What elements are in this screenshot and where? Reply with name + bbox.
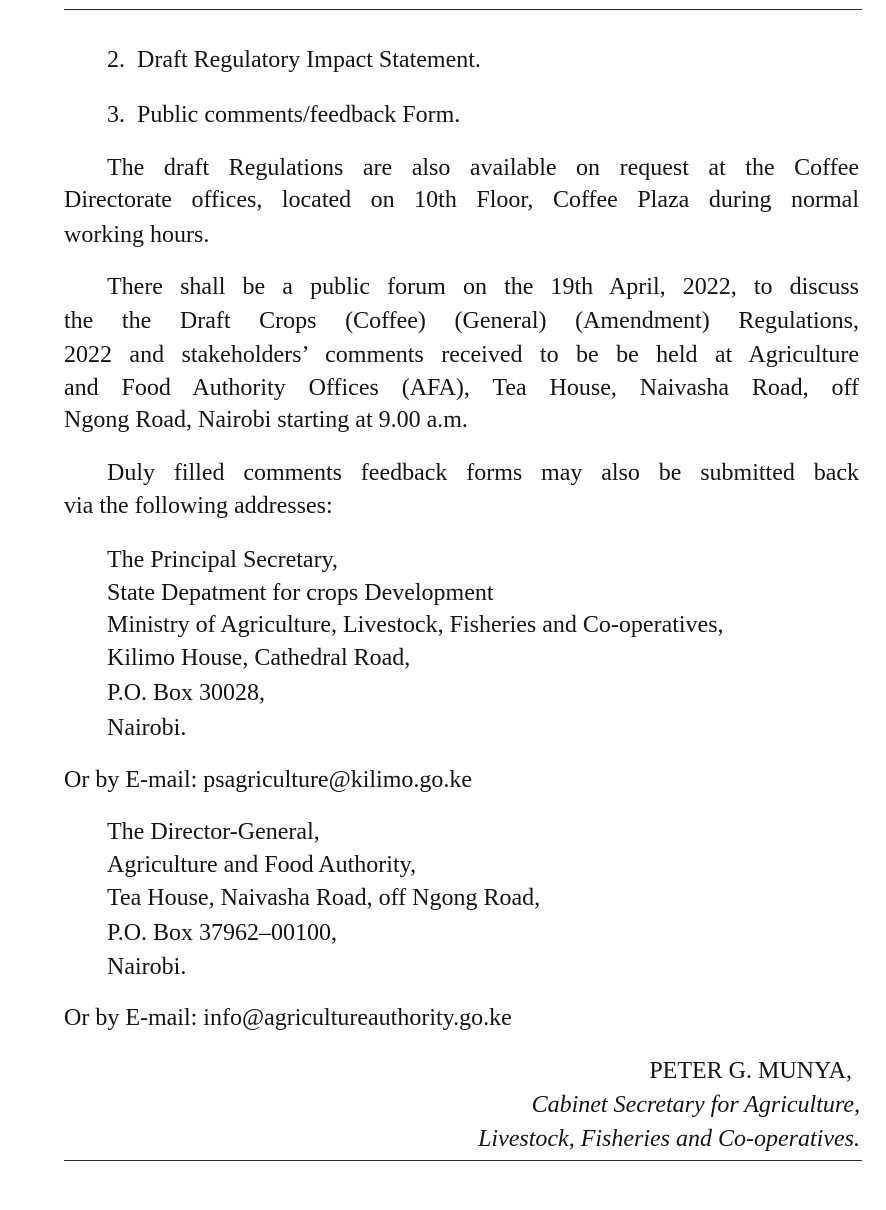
email-dg: Or by E-mail: info@agricultureauthority.go.ke bbox=[64, 1005, 512, 1031]
list-number: 3. bbox=[107, 102, 125, 128]
availability-line-1: The draft Regulations are also available on request at the Coffee bbox=[107, 155, 859, 181]
signatory-title-line-1: Cabinet Secretary for Agriculture, bbox=[531, 1092, 860, 1118]
address-ps-line-6: Nairobi. bbox=[107, 715, 187, 741]
forum-line-5: Ngong Road, Nairobi starting at 9.00 a.m. bbox=[64, 407, 468, 433]
address-dg-line-1: The Director-General, bbox=[107, 819, 320, 845]
list-text: Draft Regulatory Impact Statement. bbox=[137, 47, 481, 73]
submission-line-1: Duly filled comments feedback forms may also be submitted back bbox=[107, 460, 859, 486]
list-item-3 bbox=[107, 100, 460, 130]
availability-line-2: Directorate offices, located on 10th Floor, Coffee Plaza during normal bbox=[64, 187, 859, 213]
address-ps-line-4: Kilimo House, Cathedral Road, bbox=[107, 645, 411, 671]
top-rule bbox=[64, 9, 862, 10]
forum-line-1: There shall be a public forum on the 19th April, 2022, to discuss bbox=[107, 274, 859, 300]
address-dg-line-2: Agriculture and Food Authority, bbox=[107, 852, 417, 878]
list-item-2 bbox=[107, 45, 481, 75]
submission-line-2: via the following addresses: bbox=[64, 493, 333, 519]
forum-line-2: the the Draft Crops (Coffee) (General) (Amendment) Regulations, bbox=[64, 308, 859, 334]
address-dg-line-3: Tea House, Naivasha Road, off Ngong Road, bbox=[107, 885, 541, 911]
address-ps-line-5: P.O. Box 30028, bbox=[107, 680, 266, 706]
address-ps-line-1: The Principal Secretary, bbox=[107, 547, 339, 573]
signatory-name: PETER G. MUNYA, bbox=[649, 1058, 852, 1084]
availability-line-3: working hours. bbox=[64, 222, 210, 248]
forum-line-3: 2022 and stakeholders’ comments received to be be held at Agriculture bbox=[64, 342, 859, 368]
list-number: 2. bbox=[107, 47, 125, 73]
signatory-title-line-2: Livestock, Fisheries and Co-operatives. bbox=[478, 1126, 860, 1152]
address-dg-line-5: Nairobi. bbox=[107, 954, 187, 980]
forum-line-4: and Food Authority Offices (AFA), Tea House, Naivasha Road, off bbox=[64, 375, 859, 401]
email-ps: Or by E-mail: psagriculture@kilimo.go.ke bbox=[64, 767, 473, 793]
address-dg-line-4: P.O. Box 37962–00100, bbox=[107, 920, 338, 946]
address-ps-line-2: State Depatment for crops Development bbox=[107, 580, 494, 606]
address-ps-line-3: Ministry of Agriculture, Livestock, Fisheries and Co-operatives, bbox=[107, 612, 724, 638]
list-text: Public comments/feedback Form. bbox=[137, 102, 461, 128]
bottom-rule bbox=[64, 1160, 862, 1161]
